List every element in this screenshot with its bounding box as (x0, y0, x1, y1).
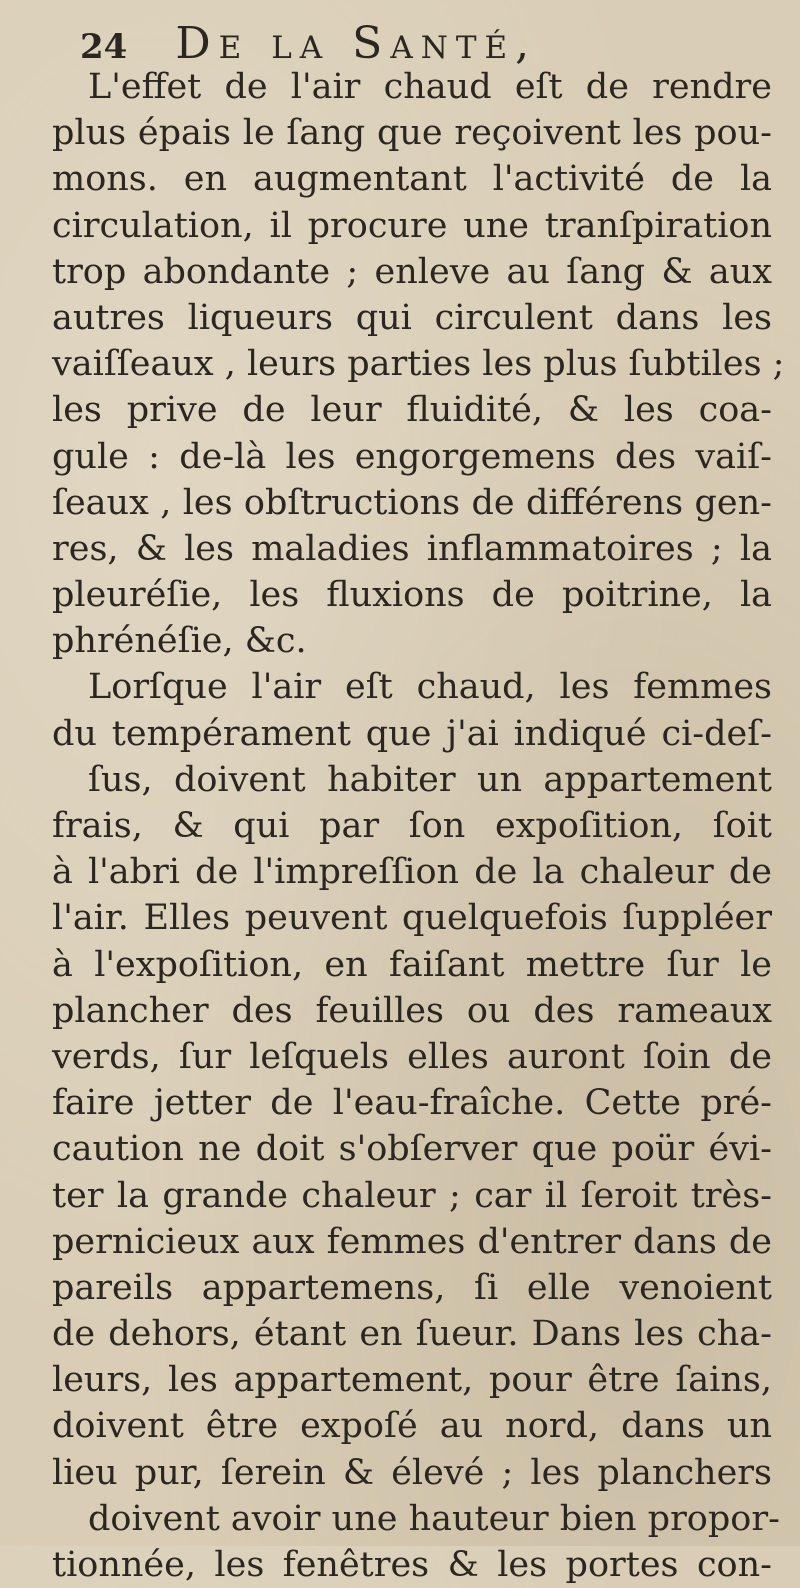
text-line: de dehors, étant en ſueur. Dans les cha- (52, 1314, 772, 1355)
text-line: vaiſſeaux , leurs parties les plus ſubtiles ; (52, 344, 785, 385)
text-line: mons. en augmentant l'activité de la (52, 159, 772, 200)
body-text (52, 64, 785, 1588)
text-line: à l'abri de l'impreſſion de la chaleur de (52, 852, 772, 893)
text-line: pleuréſie, les fluxions de poitrine, la (52, 575, 772, 616)
text-line: gule : de-là les engorgemens des vaiſ- (52, 436, 772, 477)
text-line: Lorſque l'air eſt chaud, les femmes (88, 667, 772, 708)
text-line: du tempérament que j'ai indiqué ci-deſ- (52, 713, 772, 754)
text-line: res, & les maladies inflammatoires ; la (52, 528, 772, 569)
running-title: De la Santé, (175, 18, 538, 69)
text-line: L'effet de l'air chaud eſt de rendre (88, 67, 772, 107)
text-line: ter la grande chaleur ; car il ſeroit très- (52, 1175, 772, 1216)
text-line: leurs, les appartement, pour être ſains, (52, 1360, 772, 1401)
text-line: caution ne doit s'obſerver que poür évi- (52, 1129, 772, 1170)
running-head (80, 18, 772, 69)
text-line: frais, & qui par ſon expoſition, ſoit (52, 806, 772, 846)
text-line: ſeaux , les obſtructions de différens gen- (52, 482, 772, 523)
text-line: faire jetter de l'eau-fraîche. Cette pré- (52, 1083, 772, 1124)
text-line: lieu pur, ſerein & élevé ; les planchers (52, 1452, 772, 1493)
text-line: plancher des feuilles ou des rameaux (52, 990, 772, 1031)
text-line: verds, ſur leſquels elles auront ſoin de (52, 1036, 772, 1077)
text-line: doivent avoir une hauteur bien propor- (88, 1498, 780, 1539)
text-line: autres liqueurs qui circulent dans les (52, 297, 772, 338)
text-line: pernicieux aux femmes d'entrer dans de (52, 1221, 772, 1262)
text-line: phrénéſie, &c. (52, 621, 307, 662)
text-line: circulation, il procure une tranſpiration (52, 205, 772, 246)
text-line: tionnée, les fenêtres & les portes con- (52, 1545, 772, 1585)
text-line: trop abondante ; enleve au ſang & aux (52, 251, 772, 292)
text-line: l'air. Elles peuvent quelquefois ſuppléer (52, 898, 772, 939)
page-number: 24 (80, 27, 128, 67)
text-line: pareils appartemens, ſi elle venoient (52, 1267, 772, 1308)
text-line: doivent être expoſé au nord, dans un (52, 1406, 772, 1447)
text-line: à l'expoſition, en faiſant mettre ſur le (52, 944, 772, 985)
text-line: ſus, doivent habiter un appartement (88, 759, 772, 800)
text-line: plus épais le ſang que reçoivent les pou- (52, 113, 772, 154)
text-line: les prive de leur fluidité, & les coa- (52, 390, 772, 431)
